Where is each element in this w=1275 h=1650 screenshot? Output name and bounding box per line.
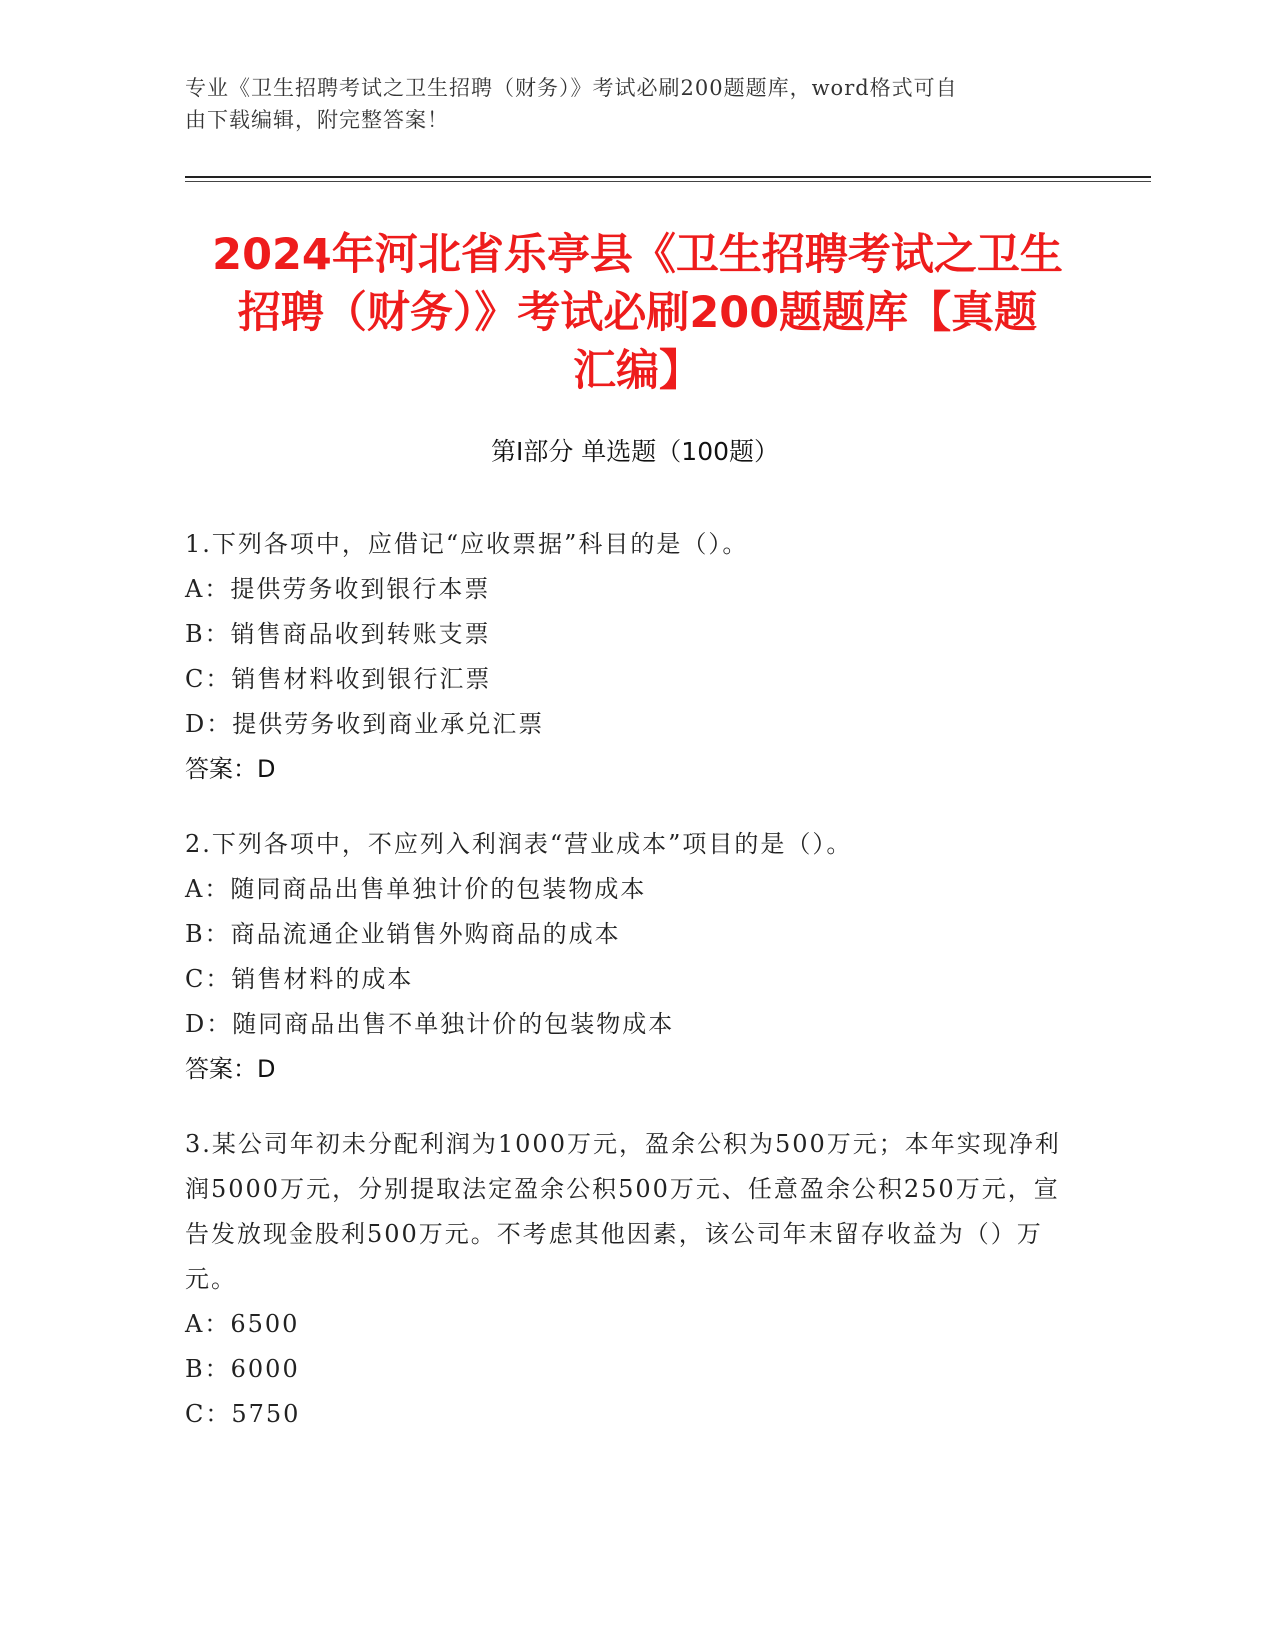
option-key: B： bbox=[185, 920, 231, 948]
option-text: 提供劳务收到银行本票 bbox=[230, 575, 491, 603]
option-c bbox=[185, 957, 1075, 1002]
option-key: B： bbox=[185, 1355, 231, 1383]
option-text: 销售商品收到转账支票 bbox=[230, 620, 491, 648]
section-title: 第I部分 单选题（100题） bbox=[490, 437, 780, 466]
header-divider-thin bbox=[185, 181, 1151, 182]
option-key: C： bbox=[185, 965, 232, 993]
document-title-line-3: 汇编】 bbox=[573, 346, 702, 396]
question-3 bbox=[185, 1122, 1075, 1437]
document-title-line-1: 2024年河北省乐亭县《卫生招聘考试之卫生 bbox=[212, 230, 1063, 280]
option-b bbox=[185, 612, 1075, 657]
option-text: 销售材料的成本 bbox=[231, 965, 414, 993]
option-key: C： bbox=[185, 1400, 232, 1428]
option-d bbox=[185, 702, 1075, 747]
header-divider-thick bbox=[185, 176, 1151, 178]
question-stem: 2.下列各项中，不应列入利润表“营业成本”项目的是（）。 bbox=[185, 830, 853, 858]
answer: 答案：D bbox=[185, 755, 276, 783]
header-note-line-2: 由下载编辑，附完整答案！ bbox=[185, 108, 449, 132]
option-d bbox=[185, 1002, 1075, 1047]
option-key: A： bbox=[185, 575, 231, 603]
option-b bbox=[185, 1347, 1075, 1392]
option-c bbox=[185, 657, 1075, 702]
option-text: 随同商品出售单独计价的包装物成本 bbox=[230, 875, 647, 903]
option-c bbox=[185, 1392, 1075, 1437]
option-key: B： bbox=[185, 620, 231, 648]
option-key: A： bbox=[185, 875, 231, 903]
option-b bbox=[185, 912, 1075, 957]
option-a bbox=[185, 567, 1075, 612]
option-text: 6000 bbox=[230, 1355, 300, 1383]
option-text: 5750 bbox=[231, 1400, 301, 1428]
question-2 bbox=[185, 822, 1075, 1092]
option-text: 销售材料收到银行汇票 bbox=[231, 665, 492, 693]
option-text: 商品流通企业销售外购商品的成本 bbox=[230, 920, 621, 948]
document-title bbox=[170, 226, 1105, 400]
option-key: D： bbox=[185, 710, 233, 738]
option-key: D： bbox=[185, 1010, 233, 1038]
answer: 答案：D bbox=[185, 1055, 276, 1083]
question-stem: 3.某公司年初未分配利润为1000万元，盈余公积为500万元；本年实现净利润5000万元，分别提取法定盈余公积500万元、任意盈余公积250万元，宣告发放现金股利500万元。不考虑其他因素，该公司年末留存收益为（）万元。 bbox=[185, 1130, 1061, 1293]
option-key: C： bbox=[185, 665, 232, 693]
question-1 bbox=[185, 522, 1075, 792]
option-text: 提供劳务收到商业承兑汇票 bbox=[232, 710, 545, 738]
question-stem: 1.下列各项中，应借记“应收票据”科目的是（）。 bbox=[185, 530, 749, 558]
question-list bbox=[185, 522, 1075, 1467]
option-text: 6500 bbox=[230, 1310, 300, 1338]
option-key: A： bbox=[185, 1310, 231, 1338]
document-title-line-2: 招聘（财务）》考试必刷200题题库【真题 bbox=[237, 288, 1038, 338]
option-a bbox=[185, 867, 1075, 912]
option-text: 随同商品出售不单独计价的包装物成本 bbox=[232, 1010, 675, 1038]
header-note-line-1: 专业《卫生招聘考试之卫生招聘（财务）》考试必刷200题题库，word格式可自 bbox=[185, 76, 958, 100]
header-note bbox=[185, 72, 1065, 136]
option-a bbox=[185, 1302, 1075, 1347]
